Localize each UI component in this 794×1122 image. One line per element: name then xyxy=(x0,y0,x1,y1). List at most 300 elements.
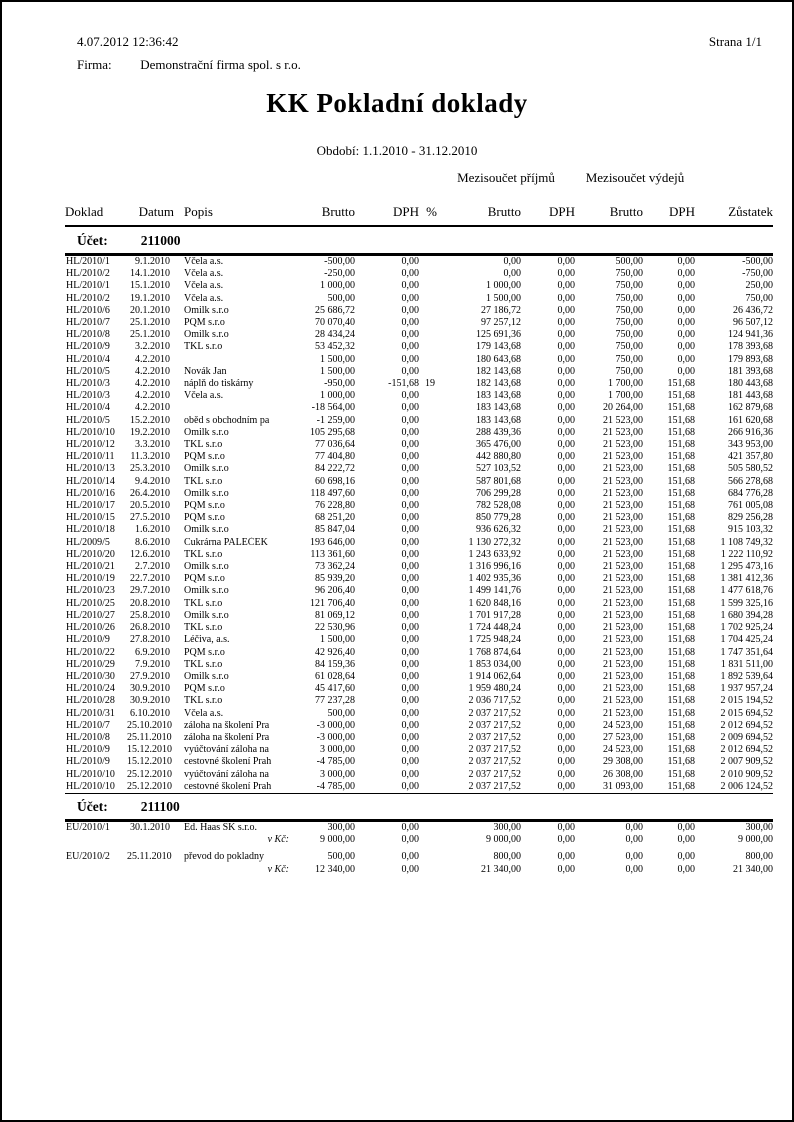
period-line xyxy=(2,143,792,159)
cell: 21 523,00 xyxy=(603,585,643,597)
cell: 162 879,68 xyxy=(728,402,773,414)
cell xyxy=(419,268,437,280)
cell: 0,00 xyxy=(401,609,419,621)
cell: 27.5.2010 xyxy=(130,512,170,524)
cell: -1 259,00 xyxy=(316,414,355,426)
cell: 151,68 xyxy=(667,561,695,573)
cell: 25.8.2010 xyxy=(130,609,170,621)
table-row xyxy=(65,610,773,622)
cell: 0,00 xyxy=(557,731,575,743)
cell: HL/2010/19 xyxy=(66,573,115,585)
table-row xyxy=(65,463,773,475)
cell: 12.6.2010 xyxy=(130,548,170,560)
cell: 0,00 xyxy=(677,365,695,377)
cell: 0,00 xyxy=(557,512,575,524)
cell: 750,00 xyxy=(745,292,773,304)
cell: 0,00 xyxy=(557,341,575,353)
cell: 0,00 xyxy=(557,329,575,341)
cell: HL/2010/3 xyxy=(66,378,110,390)
cell: 178 393,68 xyxy=(728,341,773,353)
cell: 1 477 618,76 xyxy=(720,585,773,597)
cell: 0,00 xyxy=(557,451,575,463)
cell xyxy=(174,402,291,414)
cell: 2 037 217,52 xyxy=(468,780,521,792)
cell xyxy=(419,610,437,622)
cell xyxy=(419,622,437,634)
cell: 77 036,64 xyxy=(315,439,355,451)
cell: 20.5.2010 xyxy=(130,500,170,512)
table-row xyxy=(65,451,773,463)
cell: 21 523,00 xyxy=(603,658,643,670)
cell: 84 159,36 xyxy=(315,658,355,670)
period-value: 1.1.2010 - 31.12.2010 xyxy=(362,143,478,158)
cell: 0,00 xyxy=(401,863,419,875)
cell: 2.7.2010 xyxy=(135,561,170,573)
cell: 0,00 xyxy=(401,756,419,768)
cell: 0,00 xyxy=(401,821,419,833)
table-row xyxy=(65,585,773,597)
table-row xyxy=(65,537,773,549)
cell: 21 340,00 xyxy=(733,863,773,875)
cell: 151,68 xyxy=(667,756,695,768)
cell: 782 528,08 xyxy=(476,500,521,512)
cell: 26.4.2010 xyxy=(130,487,170,499)
report-title: KK Pokladní doklady xyxy=(266,88,528,118)
cell: HL/2010/5 xyxy=(66,414,110,426)
table-row xyxy=(65,402,773,414)
table-row xyxy=(65,268,773,280)
table-row xyxy=(65,744,773,756)
cell: 0,00 xyxy=(401,683,419,695)
cell: 21 523,00 xyxy=(603,634,643,646)
cell: 151,68 xyxy=(667,670,695,682)
cell xyxy=(419,647,437,659)
cell: HL/2010/23 xyxy=(66,585,115,597)
cell: HL/2010/29 xyxy=(66,658,115,670)
cell: 800,00 xyxy=(493,851,521,863)
cell: 25.10.2010 xyxy=(127,719,172,731)
cell xyxy=(419,255,437,269)
cell: 151,68 xyxy=(667,512,695,524)
cell: 0,00 xyxy=(557,487,575,499)
cell: -500,00 xyxy=(742,256,773,267)
cell: 0,00 xyxy=(401,851,419,863)
cell: 161 620,68 xyxy=(728,414,773,426)
cell: 0,00 xyxy=(677,851,695,863)
col-brutto-vydeje: Brutto xyxy=(575,190,643,226)
cell: 1 222 110,92 xyxy=(720,548,773,560)
cell: 0,00 xyxy=(557,719,575,731)
cell xyxy=(419,415,437,427)
cell: 15.2.2010 xyxy=(130,414,170,426)
cell: 21 523,00 xyxy=(603,536,643,548)
cell: 183 143,68 xyxy=(476,390,521,402)
cell: 0,00 xyxy=(401,317,419,329)
cell: 151,68 xyxy=(667,414,695,426)
cell: 0,00 xyxy=(677,268,695,280)
cell: 1.6.2010 xyxy=(135,524,170,536)
cell: 27.9.2010 xyxy=(130,670,170,682)
cell: 0,00 xyxy=(625,851,643,863)
cell: HL/2010/1 xyxy=(66,256,110,267)
cell: 1 130 272,32 xyxy=(468,536,521,548)
cell: -750,00 xyxy=(742,268,773,280)
cell xyxy=(419,341,437,353)
cell: 0,00 xyxy=(557,756,575,768)
table-row xyxy=(65,846,773,863)
cell xyxy=(419,769,437,781)
cell xyxy=(419,524,437,536)
cell: -151,68 xyxy=(388,378,419,390)
cell xyxy=(419,720,437,732)
cell: HL/2010/1 xyxy=(66,280,110,292)
cell xyxy=(419,500,437,512)
cell: 151,68 xyxy=(667,500,695,512)
table-row xyxy=(65,439,773,451)
cell: HL/2010/8 xyxy=(66,329,110,341)
cell: převod do pokladny xyxy=(184,851,264,863)
col-percent: % xyxy=(419,190,437,226)
cell xyxy=(419,427,437,439)
cell: 0,00 xyxy=(401,353,419,365)
cell: 2 037 217,52 xyxy=(468,756,521,768)
column-header-row xyxy=(65,190,773,226)
cell: TKL s.r.o xyxy=(184,341,223,353)
cell: 1 295 473,16 xyxy=(720,561,773,573)
cell: 0,00 xyxy=(401,561,419,573)
cell: 0,00 xyxy=(557,622,575,634)
cell: 21 523,00 xyxy=(603,414,643,426)
cell: 2 007 909,52 xyxy=(720,756,773,768)
page-number: Strana 1/1 xyxy=(708,34,762,49)
cell: EU/2010/2 xyxy=(66,851,110,863)
cell: 0,00 xyxy=(401,414,419,426)
cell: HL/2010/9 xyxy=(66,744,110,756)
subtotal-row xyxy=(65,864,773,876)
printed-timestamp: 4.07.2012 12:36:42 xyxy=(77,34,179,49)
cell: 2 006 124,52 xyxy=(720,780,773,792)
cell: 0,00 xyxy=(401,548,419,560)
col-popis: Popis xyxy=(174,190,291,226)
cell: 0,00 xyxy=(557,463,575,475)
table-row xyxy=(65,317,773,329)
table-row xyxy=(65,634,773,646)
cell: 4.2.2010 xyxy=(135,402,170,414)
cell: 1 914 062,64 xyxy=(468,670,521,682)
cell: 0,00 xyxy=(557,292,575,304)
cell: 2 015 694,52 xyxy=(720,707,773,719)
cell: 21 523,00 xyxy=(603,670,643,682)
cell: TKL s.r.o xyxy=(184,695,223,707)
cell: 1 243 633,92 xyxy=(468,548,521,560)
cell: 151,68 xyxy=(667,390,695,402)
cell: 0,00 xyxy=(401,622,419,634)
cell: 27 186,72 xyxy=(481,304,521,316)
table-row xyxy=(65,598,773,610)
cell: 0,00 xyxy=(625,821,643,833)
cell: 0,00 xyxy=(401,390,419,402)
cell: 0,00 xyxy=(625,863,643,875)
group-header-prijmy: Mezisoučet příjmů xyxy=(457,170,555,185)
cell: 24 523,00 xyxy=(603,744,643,756)
cell: TKL s.r.o xyxy=(184,439,223,451)
cell: 151,68 xyxy=(667,378,695,390)
cell: 0,00 xyxy=(557,585,575,597)
cell: 0,00 xyxy=(557,863,575,875)
cell: HL/2010/13 xyxy=(66,463,115,475)
account-label: Účet: xyxy=(77,233,108,248)
cell: 151,68 xyxy=(667,573,695,585)
cell: 0,00 xyxy=(557,378,575,390)
cell: 0,00 xyxy=(401,365,419,377)
cell: 266 916,36 xyxy=(728,426,773,438)
cell: 2 009 694,52 xyxy=(720,731,773,743)
company-label: Firma: xyxy=(77,57,112,72)
cell: 151,68 xyxy=(667,646,695,658)
cell: 0,00 xyxy=(677,341,695,353)
cell: 0,00 xyxy=(557,768,575,780)
cell: Omilk s.r.o xyxy=(184,304,229,316)
cell: HL/2010/22 xyxy=(66,646,115,658)
cell: 0,00 xyxy=(503,268,521,280)
cell xyxy=(419,732,437,744)
cell: 151,68 xyxy=(667,475,695,487)
cell: Včela a.s. xyxy=(184,292,224,304)
cell: 750,00 xyxy=(615,353,643,365)
table-row xyxy=(65,341,773,353)
cell: TKL s.r.o xyxy=(184,597,223,609)
cell: náplň do tiskárny xyxy=(184,378,254,390)
cell: 21 340,00 xyxy=(481,863,521,875)
cell: 25 686,72 xyxy=(315,304,355,316)
group-header-row xyxy=(65,170,773,190)
cell: 0,00 xyxy=(557,426,575,438)
table-row xyxy=(65,293,773,305)
cell: 45 417,60 xyxy=(315,683,355,695)
cell: 0,00 xyxy=(401,402,419,414)
table-row xyxy=(65,683,773,695)
cell: Omilk s.r.o xyxy=(184,463,229,475)
report-table xyxy=(65,170,773,876)
cell: 0,00 xyxy=(401,329,419,341)
cell: 182 143,68 xyxy=(476,378,521,390)
cell: 750,00 xyxy=(615,304,643,316)
cell: 750,00 xyxy=(615,292,643,304)
cell: 0,00 xyxy=(557,548,575,560)
cell: 1 702 925,24 xyxy=(720,622,773,634)
cell: záloha na školení Pra xyxy=(184,719,270,731)
cell: 2 012 694,52 xyxy=(720,744,773,756)
cell: 3 000,00 xyxy=(320,768,355,780)
table-row xyxy=(65,354,773,366)
cell: 1 000,00 xyxy=(486,280,521,292)
cell xyxy=(419,293,437,305)
cell xyxy=(174,354,291,366)
table-row xyxy=(65,671,773,683)
cell: 3 000,00 xyxy=(320,744,355,756)
cell: 527 103,52 xyxy=(476,463,521,475)
cell: 0,00 xyxy=(401,463,419,475)
cell: 21 523,00 xyxy=(603,561,643,573)
cell: 0,00 xyxy=(401,585,419,597)
cell: 1 599 325,16 xyxy=(720,597,773,609)
cell: 21 523,00 xyxy=(603,512,643,524)
col-dph: DPH xyxy=(355,190,419,226)
cell: TKL s.r.o xyxy=(184,548,223,560)
cell: 68 251,20 xyxy=(315,512,355,524)
cell: -950,00 xyxy=(324,378,355,390)
cell: 151,68 xyxy=(667,451,695,463)
cell: 2 037 217,52 xyxy=(468,744,521,756)
company-name: Demonstrační firma spol. s r.o. xyxy=(140,57,301,72)
cell: 125 691,36 xyxy=(476,329,521,341)
cell xyxy=(419,390,437,402)
cell: 0,00 xyxy=(401,834,419,846)
cell: 27 523,00 xyxy=(603,731,643,743)
cell: 25.11.2010 xyxy=(127,851,172,863)
cell: 179 893,68 xyxy=(728,353,773,365)
cell: 7.9.2010 xyxy=(135,658,170,670)
col-dph-vydeje: DPH xyxy=(643,190,695,226)
cell xyxy=(419,451,437,463)
cell: HL/2010/18 xyxy=(66,524,115,536)
cell: 151,68 xyxy=(667,402,695,414)
cell: 21 523,00 xyxy=(603,500,643,512)
cell: 2 037 217,52 xyxy=(468,768,521,780)
cell xyxy=(419,781,437,794)
table-row xyxy=(65,573,773,585)
cell: PQM s.r.o xyxy=(184,683,225,695)
cell: 0,00 xyxy=(401,256,419,267)
cell: 0,00 xyxy=(557,597,575,609)
cell: 750,00 xyxy=(615,341,643,353)
cell: 24 523,00 xyxy=(603,719,643,731)
cell: Včela a.s. xyxy=(184,390,224,402)
cell: 21 523,00 xyxy=(603,683,643,695)
cell: 0,00 xyxy=(401,426,419,438)
cell: 0,00 xyxy=(401,487,419,499)
cell xyxy=(419,695,437,707)
cell: 21 523,00 xyxy=(603,451,643,463)
cell xyxy=(419,598,437,610)
cell: 0,00 xyxy=(557,524,575,536)
cell: 850 779,28 xyxy=(476,512,521,524)
cell: 151,68 xyxy=(667,731,695,743)
cell xyxy=(419,744,437,756)
cell: 750,00 xyxy=(615,268,643,280)
cell: 151,68 xyxy=(667,426,695,438)
cell xyxy=(65,834,127,846)
cell: HL/2010/4 xyxy=(66,402,110,414)
cell: 0,00 xyxy=(625,834,643,846)
cell: 0,00 xyxy=(401,475,419,487)
cell: TKL s.r.o xyxy=(184,622,223,634)
cell: 2 037 217,52 xyxy=(468,719,521,731)
cell: 151,68 xyxy=(667,634,695,646)
cell xyxy=(419,756,437,768)
cell: Omilk s.r.o xyxy=(184,426,229,438)
account-section-row xyxy=(65,793,773,820)
cell: HL/2010/26 xyxy=(66,622,115,634)
cell xyxy=(419,846,437,863)
cell: 105 295,68 xyxy=(310,426,355,438)
table-row xyxy=(65,732,773,744)
cell: 587 801,68 xyxy=(476,475,521,487)
table-row xyxy=(65,659,773,671)
cell: 25.1.2010 xyxy=(130,329,170,341)
cell: 85 847,04 xyxy=(315,524,355,536)
cell: -18 564,00 xyxy=(311,402,355,414)
cell: PQM s.r.o xyxy=(184,451,225,463)
cell: 19.1.2010 xyxy=(130,292,170,304)
cell: PQM s.r.o xyxy=(184,646,225,658)
cell: HL/2010/15 xyxy=(66,512,115,524)
cell: 21 523,00 xyxy=(603,707,643,719)
cell: 113 361,60 xyxy=(310,548,355,560)
cell: 750,00 xyxy=(615,317,643,329)
account-section xyxy=(65,226,773,793)
cell: 29 308,00 xyxy=(603,756,643,768)
cell: 1 700,00 xyxy=(608,378,643,390)
cell: 1 381 412,36 xyxy=(720,573,773,585)
cell: 21 523,00 xyxy=(603,524,643,536)
account-section-row xyxy=(65,226,773,255)
cell: 21 523,00 xyxy=(603,439,643,451)
cell: -4 785,00 xyxy=(316,780,355,792)
cell: 500,00 xyxy=(327,851,355,863)
cell: 0,00 xyxy=(557,439,575,451)
cell xyxy=(419,512,437,524)
cell xyxy=(127,864,174,876)
cell: 0,00 xyxy=(557,475,575,487)
cell: HL/2010/21 xyxy=(66,561,115,573)
cell: Ed. Haas SK s.r.o. xyxy=(184,821,258,833)
cell: 250,00 xyxy=(745,280,773,292)
cell: 1 959 480,24 xyxy=(468,683,521,695)
cell: 25.1.2010 xyxy=(130,317,170,329)
table-row xyxy=(65,390,773,402)
cell: 151,68 xyxy=(667,695,695,707)
cell: 1 680 394,28 xyxy=(720,609,773,621)
cell: 0,00 xyxy=(503,256,521,267)
cell: 4.2.2010 xyxy=(135,365,170,377)
cell: 180 643,68 xyxy=(476,353,521,365)
cell: 0,00 xyxy=(401,670,419,682)
cell: 1 937 957,24 xyxy=(720,683,773,695)
cell: 1 500,00 xyxy=(486,292,521,304)
cell: v Kč: xyxy=(267,863,289,875)
cell: 76 228,80 xyxy=(315,500,355,512)
cell: 19 xyxy=(425,378,435,390)
table-row xyxy=(65,524,773,536)
cell: 0,00 xyxy=(401,731,419,743)
cell: 151,68 xyxy=(667,463,695,475)
cell: HL/2010/11 xyxy=(66,451,115,463)
cell: 3.3.2010 xyxy=(135,439,170,451)
cell: 0,00 xyxy=(401,292,419,304)
table-row xyxy=(65,329,773,341)
cell: 9 000,00 xyxy=(486,834,521,846)
cell: 6.10.2010 xyxy=(130,707,170,719)
cell: 0,00 xyxy=(401,536,419,548)
cell xyxy=(127,834,174,846)
cell xyxy=(419,305,437,317)
cell: 0,00 xyxy=(557,646,575,658)
cell xyxy=(419,683,437,695)
cell: 193 646,00 xyxy=(310,536,355,548)
cell: 151,68 xyxy=(667,768,695,780)
cell: 343 953,00 xyxy=(728,439,773,451)
